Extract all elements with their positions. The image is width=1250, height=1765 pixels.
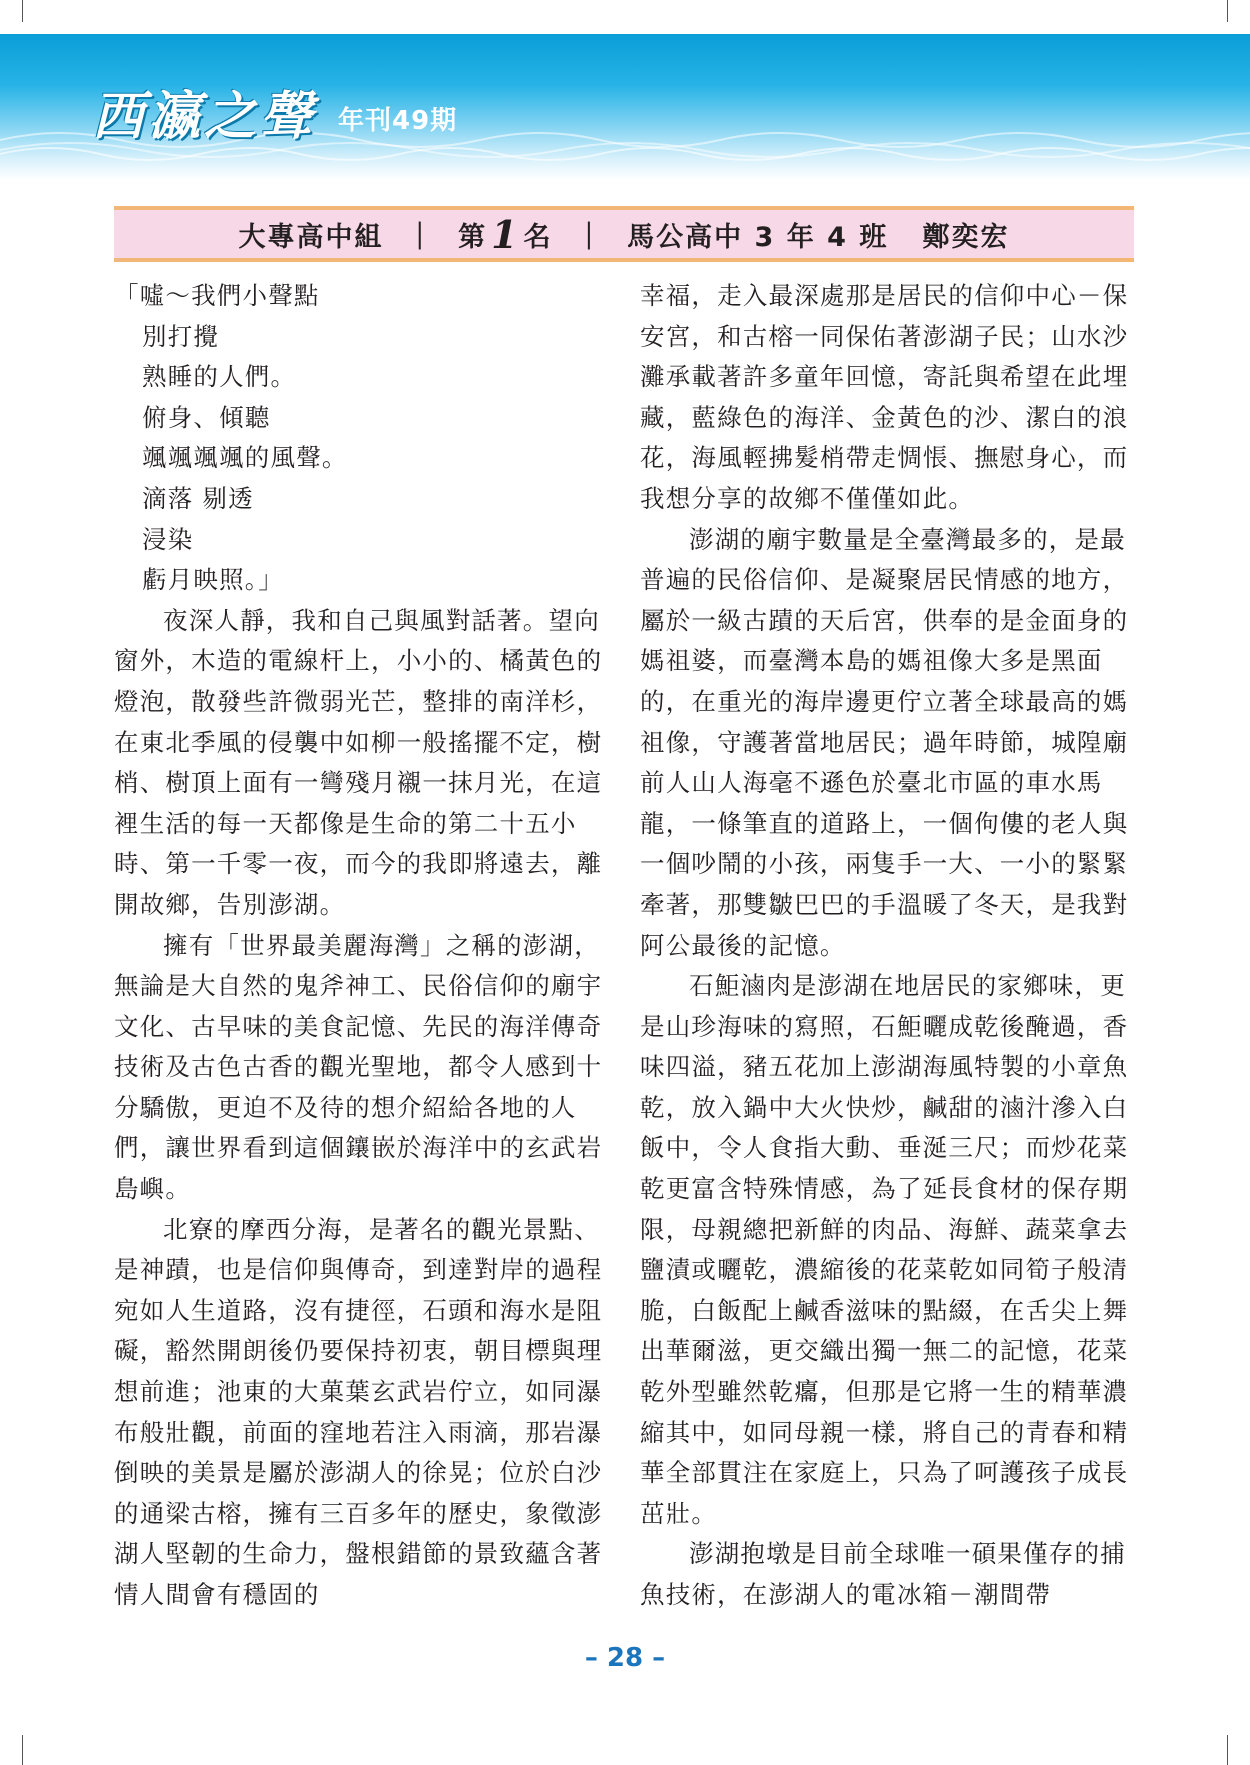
article-paragraph: 北寮的摩西分海，是著名的觀光景點、是神蹟，也是信仰與傳奇，到達對岸的過程宛如人生道路，沒有捷徑，石頭和海水是阻礙，豁然開朗後仍要保持初衷，朝目標與理想前進；池東的大菓葉玄武岩佇立，如同瀑布般壯觀，前面的窪地若注入雨滴，那岩瀑倒映的美景是屬於澎湖人的徐晃；位於白沙的通梁古榕，擁有三百多年的歷史，象徵澎湖人堅韌的生命力，盤根錯節的景致蘊含著情人間會有穩固的 (114, 1214, 603, 1609)
poem-line: 浸染 (142, 524, 194, 554)
article-paragraph: 石鮔滷肉是澎湖在地居民的家鄉味，更是山珍海味的寫照，石鮔曬成乾後醃過，香味四溢，豬五花加上澎湖海風特製的小章魚乾，放入鍋中大火快炒，鹹甜的滷汁滲入白飯中，令人食指大動、垂涎三尺；而炒花菜乾更富含特殊情感，為了延長食材的保存期限，母親總把新鮮的肉品、海鮮、蔬菜拿去鹽漬或曬乾，濃縮後的花菜乾如同筍子般清脆，白飯配上鹹香滋味的點綴，在舌尖上舞出華爾滋，更交織出獨一無二的記憶，花菜乾外型雖然乾癟，但那是它將一生的精華濃縮其中，如同母親一樣，將自己的青春和精華全部貫注在家庭上，只為了呵護孩子成長茁壯。 (640, 971, 1129, 1528)
article-left-column (114, 276, 606, 1616)
article-paragraph-continued: 幸福，走入最深處那是居民的信仰中心－保安宮，和古榕一同保佑著澎湖子民；山水沙灘承載著許多童年回憶，寄託與希望在此埋藏，藍綠色的海洋、金黃色的沙、潔白的浪花，海風輕拂髮梢帶走惆悵、撫慰身心，而我想分享的故鄉不僅僅如此。 (640, 281, 1129, 513)
poem-line: 別打攪 (142, 321, 220, 351)
article-paragraph: 擁有「世界最美麗海灣」之稱的澎湖，無論是大自然的鬼斧神工、民俗信仰的廟宇文化、古早味的美食記憶、先民的海洋傳奇技術及古色古香的觀光聖地，都令人感到十分驕傲，更迫不及待的想介紹給各地的人們，讓世界看到這個鑲嵌於海洋中的玄武岩島嶼。 (114, 930, 603, 1204)
header-band (0, 34, 1250, 180)
magazine-title: 西瀛之聲 (92, 86, 317, 147)
article-paragraph: 澎湖的廟宇數量是全臺灣最多的，是最普遍的民俗信仰、是凝聚居民情感的地方，屬於一級古蹟的天后宮，供奉的是金面身的媽祖婆，而臺灣本島的媽祖像大多是黑面的，在重光的海岸邊更佇立著全球最高的媽祖像，守護著當地居民；過年時節，城隍廟前人山人海毫不遜色於臺北市區的車水馬龍，一條筆直的道路上，一個佝僂的老人與一個吵鬧的小孩，兩隻手一大、一小的緊緊牽著，那雙皺巴巴的手溫暖了冬天，是我對阿公最後的記憶。 (640, 524, 1129, 960)
crop-mark-top-left (22, 0, 23, 22)
poem-line: 「噓～我們小聲點 (114, 281, 320, 310)
crop-mark-top-right (1227, 0, 1228, 22)
award-group: 大專高中組 (238, 221, 384, 253)
rank-suffix: 名 (523, 221, 553, 253)
spacer (888, 219, 922, 250)
section-heading (114, 206, 1134, 262)
crop-mark-bottom-left (22, 1735, 23, 1765)
poem-line: 颯颯颯颯的風聲。 (142, 443, 348, 473)
rank-number: 1 (491, 211, 520, 257)
article-paragraph: 澎湖抱墩是目前全球唯一碩果僅存的捕魚技術，在澎湖人的電冰箱－潮間帶 (640, 1539, 1126, 1609)
issue-label: 年刊49期 (338, 106, 458, 136)
crop-mark-bottom-right (1227, 1735, 1228, 1765)
separator: ｜ (383, 221, 459, 253)
poem-line: 滴落 剔透 (142, 483, 254, 513)
author-name: 鄭奕宏 (922, 221, 1010, 253)
poem-line: 熟睡的人們。 (142, 362, 297, 392)
poem-line: 俯身、傾聽 (142, 402, 271, 432)
school-class: 馬公高中 3 年 4 班 (627, 221, 889, 253)
article-right-column (640, 276, 1132, 1616)
rank-prefix: 第 (458, 221, 488, 253)
article-paragraph: 夜深人靜，我和自己與風對話著。望向窗外，木造的電線杆上，小小的、橘黃色的燈泡，散發些許微弱光芒，整排的南洋杉，在東北季風的侵襲中如柳一般搖擺不定，樹梢、樹頂上面有一彎殘月襯一抹月光，在這裡生活的每一天都像是生命的第二十五小時、第一千零一夜，而今的我即將遠去，離開故鄉，告別澎湖。 (114, 605, 603, 919)
poem-line: 虧月映照。」 (142, 565, 284, 595)
page-number: – 28 – (584, 1643, 666, 1673)
separator: ｜ (552, 221, 628, 253)
